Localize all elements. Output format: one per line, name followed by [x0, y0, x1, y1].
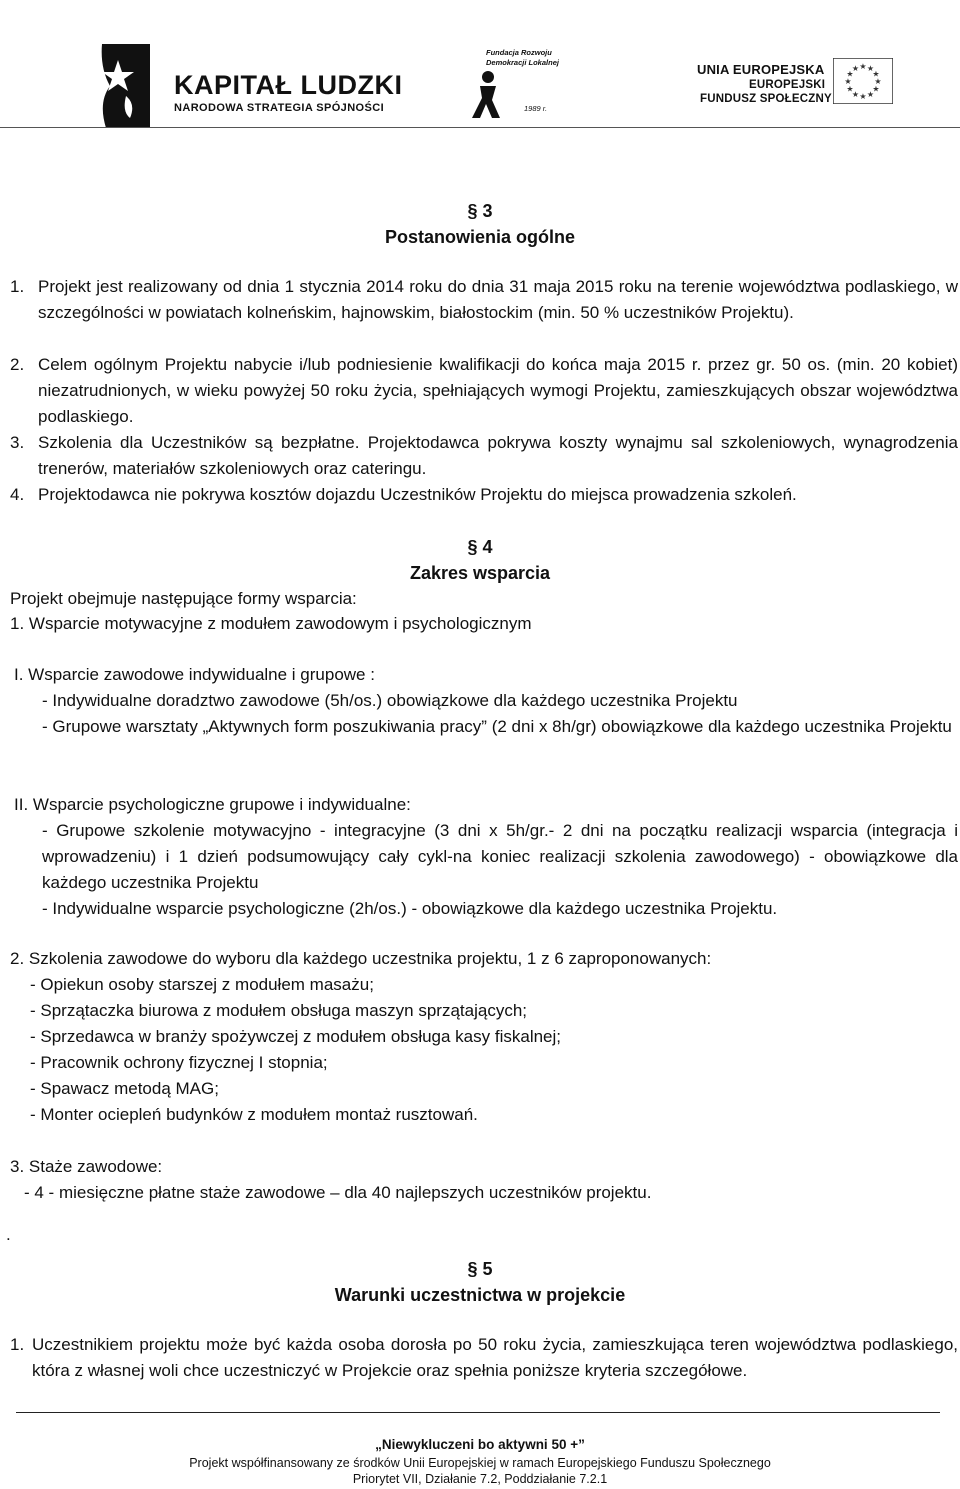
eu-star-icon: ★ [872, 84, 880, 94]
footer-project-title: „Niewykluczeni bo aktywni 50 +” [375, 1437, 585, 1452]
part-i-bullet-2: - Grupowe warsztaty „Aktywnych form poszukiwania pracy” (2 dni x 8h/gr) obowiązkowe dla każdego uczestnika Projektu [42, 717, 952, 736]
training-option: - Pracownik ochrony fizycznej I stopnia; [30, 1053, 328, 1072]
item-text: Projektodawca nie pokrywa kosztów dojazdu Uczestników Projektu do miejsca prowadzenia szkoleń. [38, 485, 797, 504]
stray-dot: . [6, 1225, 11, 1244]
kapital-ludzki-logo [96, 42, 403, 132]
eu-star-icon: ★ [866, 64, 875, 74]
section4-number: § 4 [467, 537, 493, 557]
eu-star-icon: ★ [846, 84, 854, 94]
eu-line2: EUROPEJSKI [749, 79, 826, 91]
section4-item-1: 1. Wsparcie motywacyjne z modułem zawodowym i psychologicznym [10, 614, 532, 633]
eu-line3: FUNDUSZ SPOŁECZNY [700, 93, 832, 105]
section3-title: Postanowienia ogólne [384, 227, 576, 247]
training-option: - Monter ociepleń budynków z modułem montaż rusztowań. [30, 1105, 478, 1124]
kapital-ludzki-star-icon [96, 42, 152, 130]
item-number: 4. [10, 485, 25, 504]
section4-item-2-heading: 2. Szkolenia zawodowe do wyboru dla każdego uczestnika projektu, 1 z 6 zaproponowanych: [10, 949, 712, 968]
eu-line1: UNIA EUROPEJSKA [697, 62, 825, 77]
training-option: - Sprzedawca w branży spożywczej z modułem obsługa kasy fiskalnej; [30, 1027, 562, 1046]
part-i-heading: I. Wsparcie zawodowe indywidualne i grupowe : [14, 665, 375, 684]
part-ii-heading: II. Wsparcie psychologiczne grupowe i indywidualne: [14, 795, 411, 814]
training-option: - Opiekun osoby starszej z modułem masażu; [30, 975, 374, 994]
item-text: Szkolenia dla Uczestników są bezpłatne. Projektodawca pokrywa koszty wynajmu sal szkoleniowych, wynagrodzenia trenerów, materiałów szkoleniowych oraz cateringu. [38, 433, 958, 478]
eu-star-icon: ★ [866, 89, 875, 99]
section4-item-3-text: - 4 - miesięczne płatne staże zawodowe – dla 40 najlepszych uczestników projektu. [24, 1183, 652, 1202]
item-number: 1. [10, 277, 25, 296]
item-text: Projekt jest realizowany od dnia 1 stycznia 2014 roku do dnia 31 maja 2015 roku na terenie województwa podlaskiego, w szczególności w powiatach kolneńskim, hajnowskim, białostockim (min. 50 % uczestników Projektu). [38, 277, 958, 322]
header-divider [0, 127, 960, 128]
frdl-year: 1989 r. [524, 104, 548, 113]
kapital-ludzki-title: KAPITAŁ LUDZKI [174, 70, 403, 100]
eu-star-icon: ★ [846, 69, 854, 79]
frdl-logo [470, 48, 580, 128]
eu-star-icon: ★ [859, 92, 867, 101]
eu-logo [695, 62, 915, 112]
section3-number: § 3 [467, 201, 493, 221]
eu-star-icon: ★ [872, 69, 880, 79]
section5-title: Warunki uczestnictwa w projekcie [334, 1285, 626, 1305]
item-number: 3. [10, 433, 25, 452]
footer-priority: Priorytet VII, Działanie 7.2, Poddziałanie 7.2.1 [352, 1472, 608, 1486]
eu-star-icon: ★ [851, 64, 860, 74]
part-ii-bullet-1: - Grupowe szkolenie motywacyjno - integracyjne (3 dni x 5h/gr.- 2 dni na początku realizacji wsparcia (integracja i wprowadzeniu) i 1 dzień podsumowujący cały cykl-na koniec realizacji szkolenia zawodowego) - obowiązkowe dla każdego uczestnika Projektu [42, 821, 958, 892]
part-i-bullet-1: - Indywidualne doradztwo zawodowe (5h/os.) obowiązkowe dla każdego uczestnika Projektu [42, 691, 738, 710]
item-number: 1. [10, 1335, 25, 1354]
training-option: - Spawacz metodą MAG; [30, 1079, 219, 1098]
frdl-figure-icon [470, 70, 510, 120]
footer-funding-note: Projekt współfinansowany ze środków Unii Europejskiej w ramach Europejskiego Funduszu Społecznego [189, 1456, 771, 1470]
item-number: 2. [10, 355, 25, 374]
eu-flag-icon [833, 58, 893, 104]
eu-star-icon: ★ [859, 62, 867, 71]
frdl-name-line2: Demokracji Lokalnej [486, 58, 559, 67]
eu-star-icon: ★ [874, 77, 882, 86]
section4-intro: Projekt obejmuje następujące formy wsparcia: [10, 589, 357, 608]
kapital-ludzki-subtitle: NARODOWA STRATEGIA SPÓJNOŚCI [174, 102, 385, 114]
frdl-name-line1: Fundacja Rozwoju [486, 48, 552, 57]
eu-star-icon: ★ [844, 77, 852, 86]
eu-star-icon: ★ [851, 89, 860, 99]
item-text: Celem ogólnym Projektu nabycie i/lub podniesienie kwalifikacji do końca maja 2015 r. przez gr. 50 os. (min. 20 kobiet) niezatrudnionych, w wieku powyżej 50 roku życia, spełniających wymogi Projektu, zamieszkujących obszar województwa podlaskiego. [38, 355, 958, 426]
section5-number: § 5 [467, 1259, 493, 1279]
item-text: Uczestnikiem projektu może być każda osoba dorosła po 50 roku życia, zamieszkująca teren województwa podlaskiego, która z własnej woli chce uczestniczyć w Projekcie oraz spełnia poniższe kryteria szczegółowe. [32, 1335, 958, 1380]
section4-title: Zakres wsparcia [409, 563, 551, 583]
section4-item-3-heading: 3. Staże zawodowe: [10, 1157, 163, 1176]
training-option: - Sprzątaczka biurowa z modułem obsługa maszyn sprzątających; [30, 1001, 527, 1020]
footer-divider [16, 1412, 940, 1413]
part-ii-bullet-2: - Indywidualne wsparcie psychologiczne (2h/os.) - obowiązkowe dla każdego uczestnika Projektu. [42, 899, 778, 918]
